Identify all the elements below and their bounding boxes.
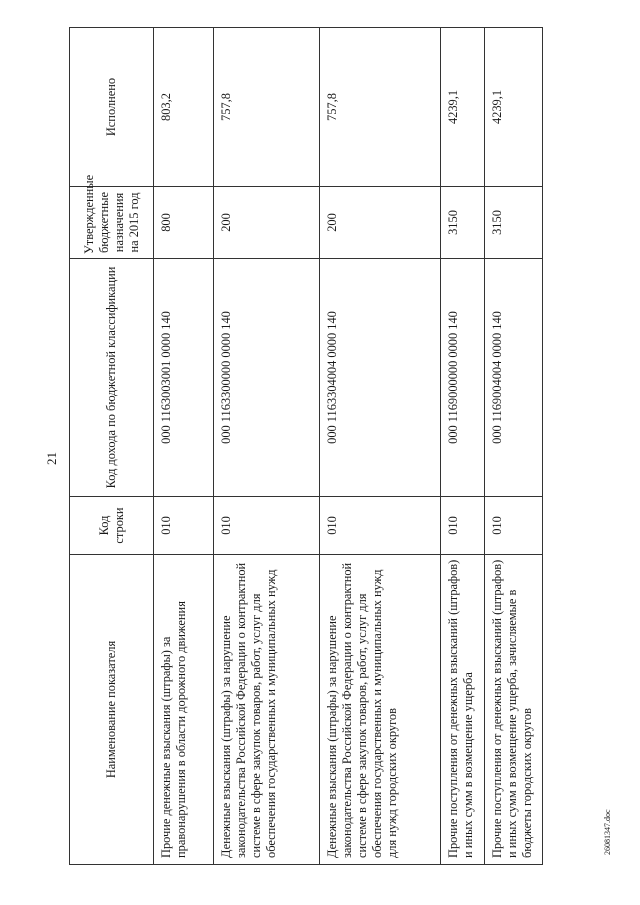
cell-executed: 803,2 [154, 28, 214, 187]
cell-executed: 757,8 [214, 28, 320, 187]
cell-row-code: 010 [154, 497, 214, 555]
table-row [485, 28, 543, 865]
budget-execution-table [69, 27, 543, 865]
cell-name: Денежные взыскания (штрафы) за нарушение законодательства Российской Федерации о контрактной системе в сфере закупок товаров, работ, услуг для обеспечения государственных и муниципальных нужд для нужд городских округов [320, 555, 441, 865]
cell-approved: 800 [154, 187, 214, 259]
header-income-code: Код дохода по бюджетной классификации [70, 259, 154, 497]
cell-row-code: 010 [485, 497, 543, 555]
cell-name: Прочие поступления от денежных взысканий (штрафов) и иных сумм в возмещение ущерба [441, 555, 485, 865]
cell-row-code: 010 [441, 497, 485, 555]
cell-income-code: 000 1169004004 0000 140 [485, 259, 543, 497]
table-row [214, 28, 320, 865]
header-name: Наименование показателя [70, 555, 154, 865]
cell-income-code: 000 1163300000 0000 140 [214, 259, 320, 497]
cell-approved: 200 [214, 187, 320, 259]
document-footer: 26081347.doc [603, 809, 612, 855]
cell-executed: 757,8 [320, 28, 441, 187]
table-row [320, 28, 441, 865]
cell-executed: 4239,1 [441, 28, 485, 187]
cell-name: Прочие поступления от денежных взысканий (штрафов) и иных сумм в возмещение ущерба, зачисляемые в бюджеты городских округов [485, 555, 543, 865]
cell-executed: 4239,1 [485, 28, 543, 187]
cell-income-code: 000 1163304004 0000 140 [320, 259, 441, 497]
cell-row-code: 010 [214, 497, 320, 555]
cell-name: Денежные взыскания (штрафы) за нарушение законодательства Российской Федерации о контрактной системе в сфере закупок товаров, работ, услуг для обеспечения государственных и муниципальных нужд [214, 555, 320, 865]
cell-approved: 3150 [441, 187, 485, 259]
cell-approved: 3150 [485, 187, 543, 259]
cell-row-code: 010 [320, 497, 441, 555]
page-number: 21 [44, 452, 59, 465]
cell-income-code: 000 1163003001 0000 140 [154, 259, 214, 497]
table-header-row [70, 28, 154, 865]
table-row [154, 28, 214, 865]
table-row [441, 28, 485, 865]
cell-approved: 200 [320, 187, 441, 259]
header-approved: Утвержденные бюджетные назначения на 2015 год [70, 187, 154, 259]
cell-income-code: 000 1169000000 0000 140 [441, 259, 485, 497]
header-executed: Исполнено [70, 28, 154, 187]
cell-name: Прочие денежные взыскания (штрафы) за правонарушения в области дорожного движения [154, 555, 214, 865]
header-row-code: Код строки [70, 497, 154, 555]
